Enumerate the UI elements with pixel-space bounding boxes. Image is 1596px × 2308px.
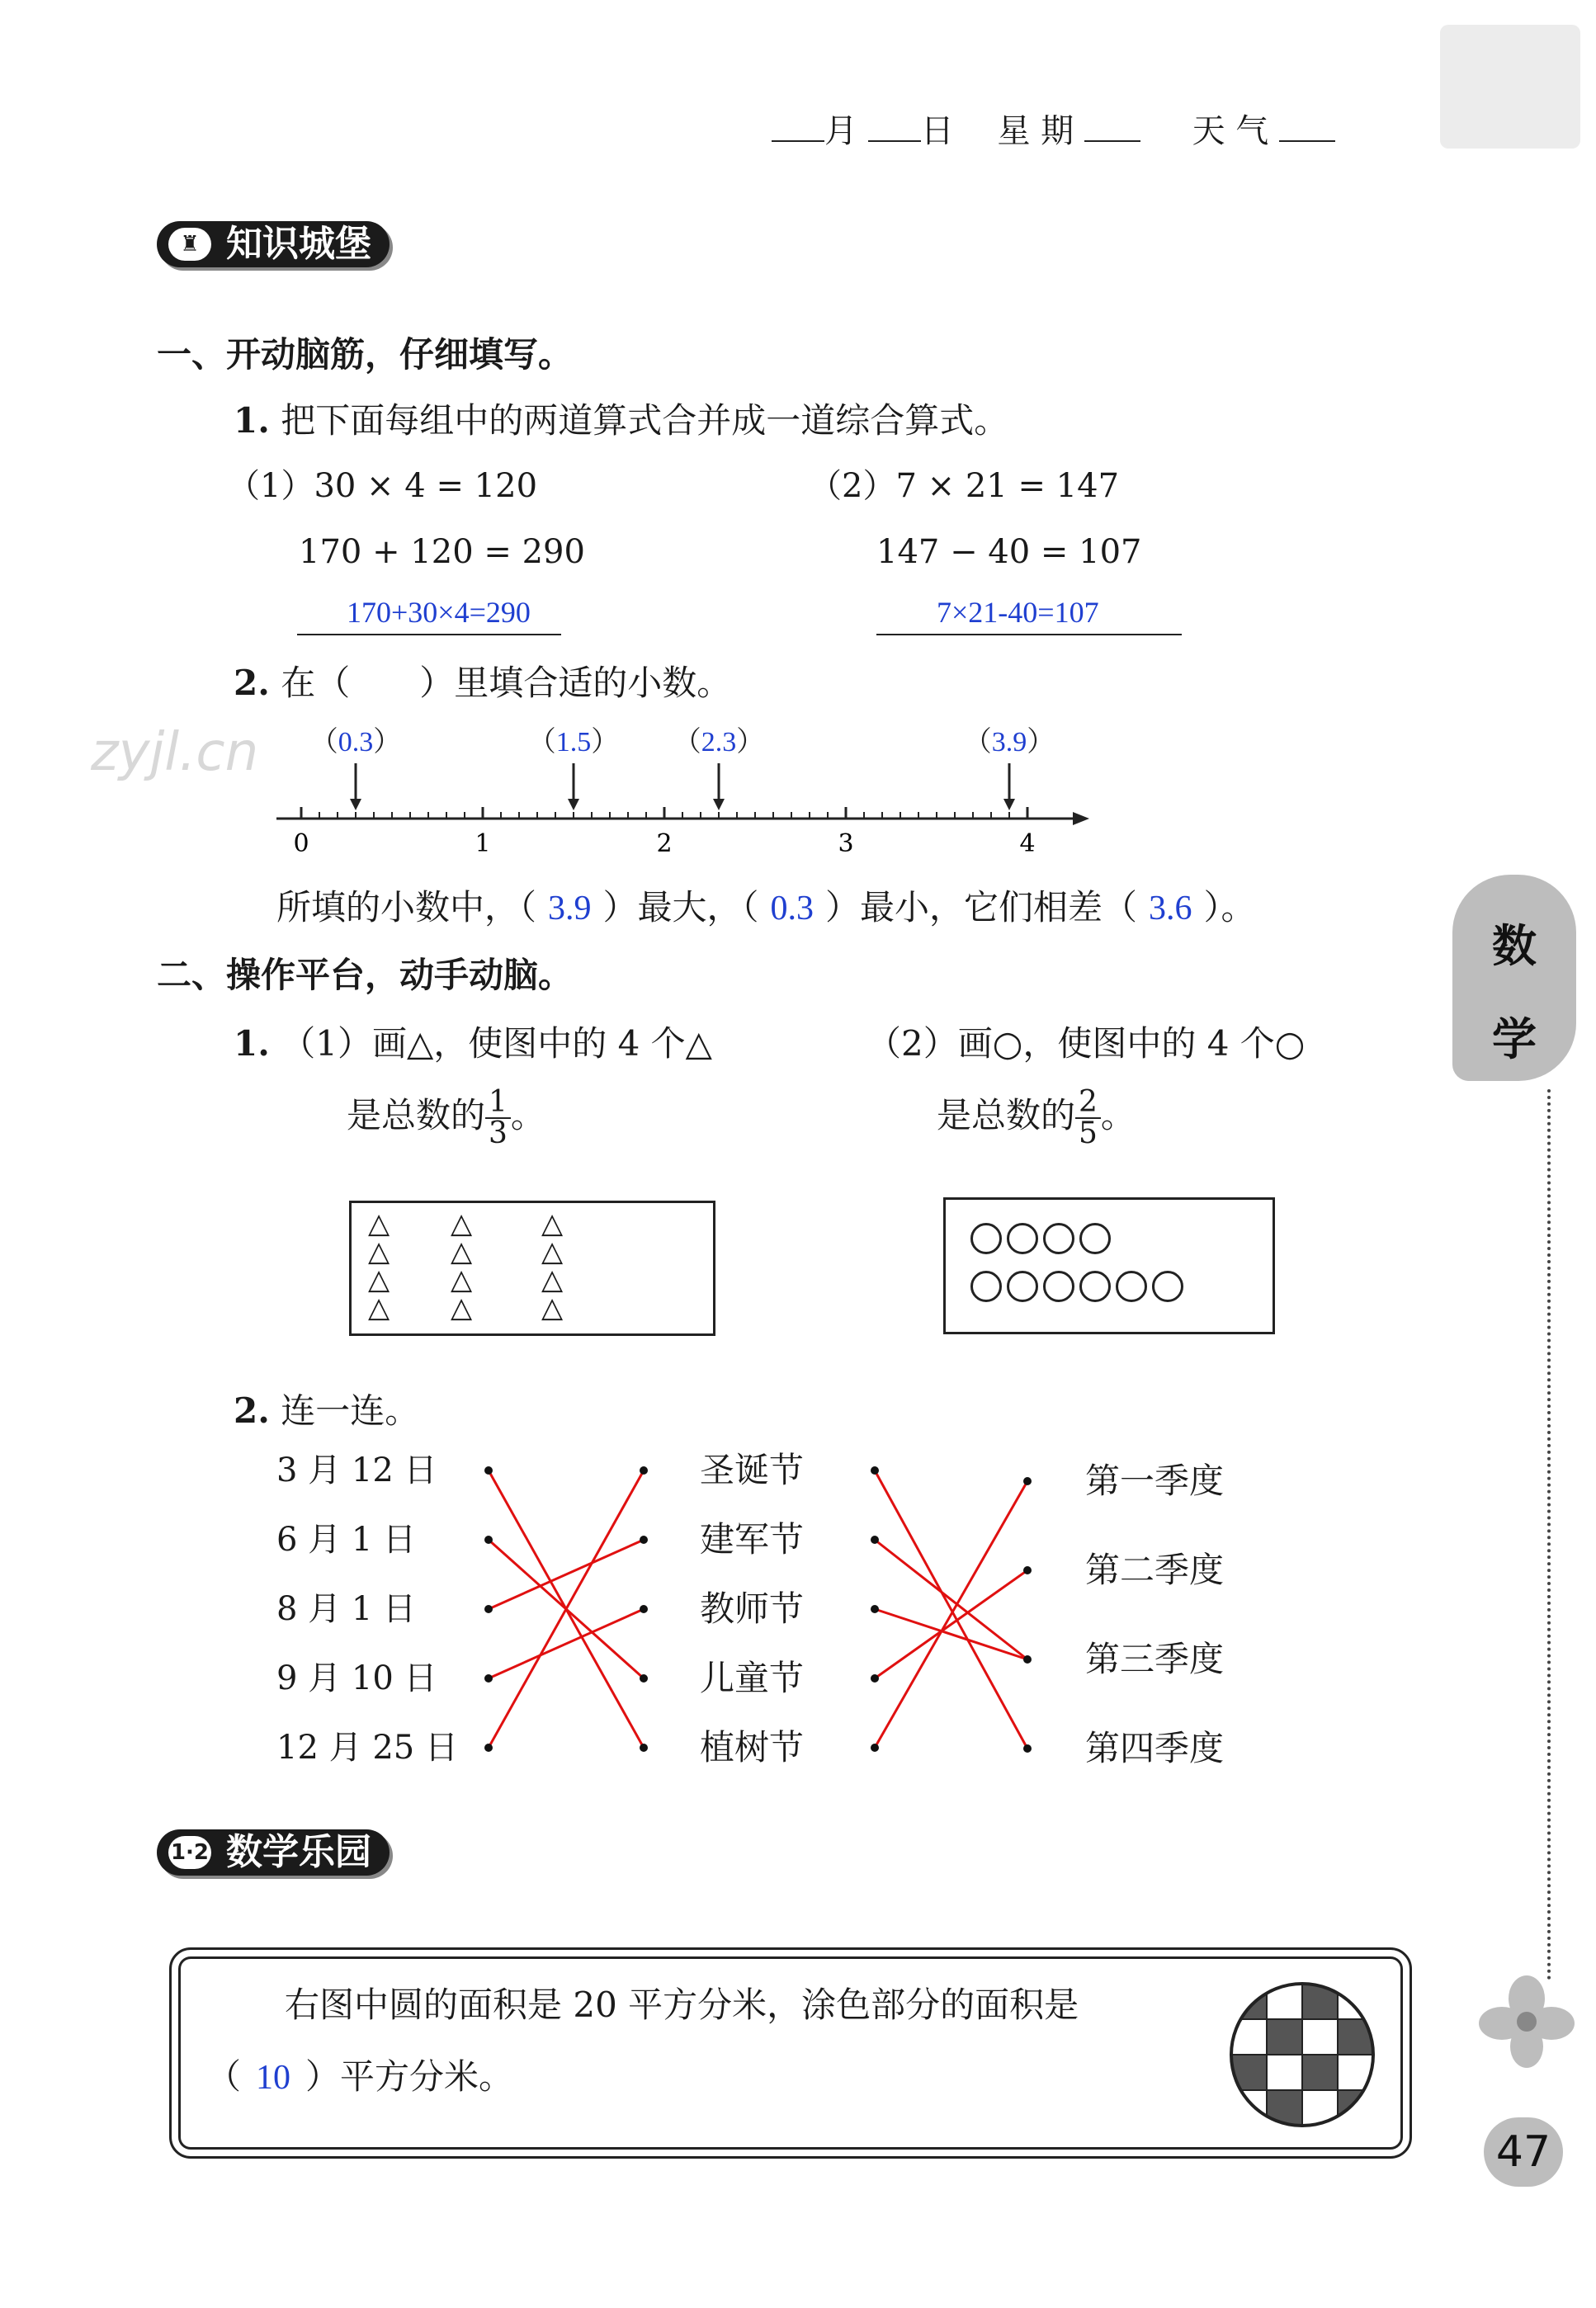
math-park-line2: （ 10 ）平方分米。	[206, 2056, 514, 2097]
op-q1-right-prompt2: 是总数的 $\frac{2}{5}$ 。	[937, 1085, 1136, 1150]
connect-dot[interactable]	[640, 1744, 648, 1752]
connect-dot[interactable]	[1023, 1744, 1032, 1753]
quarter-label: 第四季度	[1085, 1728, 1225, 1768]
q1-group1-line2: 170 + 120 = 290	[299, 533, 585, 571]
number-line-marker-label: （3.9）	[963, 727, 1055, 758]
triangle-icon: △	[541, 1207, 564, 1240]
side-dotted-line	[1547, 1089, 1551, 1980]
connect-dot[interactable]	[640, 1605, 648, 1613]
part1-title: 一、开动脑筋，仔细填写。	[157, 334, 574, 375]
checkered-circle-figure	[1228, 1980, 1376, 2129]
connect-line	[875, 1540, 1027, 1659]
calculator-icon: 1·2	[168, 1836, 211, 1869]
connect-dot[interactable]	[871, 1536, 879, 1544]
watermark: zyjl.cn	[91, 722, 259, 783]
math-park-line1: 右图中圆的面积是 20 平方分米，涂色部分的面积是	[285, 1985, 1079, 2025]
connect-dot[interactable]	[1023, 1477, 1032, 1485]
triangle-icon: △	[541, 1291, 564, 1324]
connect-dot[interactable]	[640, 1466, 648, 1475]
fraction-two-fifths: $\frac{2}{5}$	[1075, 1088, 1101, 1149]
connect-dot[interactable]	[1023, 1566, 1032, 1574]
op-q1-right-prompt: （2）画○，使图中的 4 个○	[866, 1023, 1306, 1064]
largest-answer: 3.9	[548, 890, 592, 927]
date-label: 9 月 10 日	[276, 1659, 437, 1697]
weather-label: 天 气	[1192, 112, 1269, 150]
connect-dot[interactable]	[640, 1536, 648, 1544]
connect-dot[interactable]	[1023, 1655, 1032, 1664]
side-strip	[1440, 25, 1580, 149]
number-line-marker-label: （2.3）	[673, 727, 765, 758]
connect-dot[interactable]	[871, 1466, 879, 1475]
subject-tab	[1452, 875, 1576, 1081]
triangle-icon: △	[451, 1291, 473, 1324]
connect-dot[interactable]	[484, 1605, 493, 1613]
triangle-icon: △	[368, 1291, 390, 1324]
quarter-label: 第二季度	[1085, 1550, 1225, 1590]
month-label: 月	[824, 112, 857, 150]
connect-dot[interactable]	[871, 1744, 879, 1752]
q1-group2-answer: 7×21-40=107	[937, 596, 1099, 629]
q2-summary: 所填的小数中，（ 3.9 ）最大，（ 0.3 ）最小，它们相差（ 3.6 ）。	[276, 887, 1256, 927]
q1-group1-line1: （1）30 × 4 = 120	[227, 467, 538, 505]
triangle-icon: △	[451, 1207, 473, 1240]
date-label: 6 月 1 日	[276, 1521, 417, 1559]
connect-line	[489, 1609, 644, 1678]
triangle-icon: △	[541, 1235, 564, 1268]
q1-group1-answer: 170+30×4=290	[347, 596, 531, 629]
page-number: 47	[1484, 2117, 1563, 2187]
connect-dot[interactable]	[484, 1536, 493, 1544]
connect-line	[489, 1540, 644, 1609]
subject-char-2: 学	[1492, 1013, 1537, 1065]
connect-dot[interactable]	[640, 1674, 648, 1683]
triangle-icon: △	[368, 1235, 390, 1268]
subject-char-1: 数	[1492, 920, 1537, 972]
difference-answer: 3.6	[1149, 890, 1192, 927]
number-line-marker-label: （0.3）	[309, 727, 402, 758]
triangle-icon: △	[451, 1263, 473, 1296]
festival-label: 儿童节	[700, 1658, 805, 1698]
op-q1-left-prompt2: 是总数的 $\frac{1}{3}$ 。	[347, 1085, 545, 1150]
q1-group2-line1: （2）7 × 21 = 147	[809, 467, 1120, 505]
connect-dot[interactable]	[484, 1744, 493, 1752]
quarter-label: 第三季度	[1085, 1639, 1225, 1679]
festival-label: 圣诞节	[700, 1450, 805, 1490]
flower-icon	[1477, 1972, 1576, 2071]
date-label: 3 月 12 日	[276, 1451, 437, 1489]
number-line-label: 1	[475, 829, 491, 858]
fraction-one-third: $\frac{1}{3}$	[485, 1088, 511, 1149]
number-line-label: 2	[656, 829, 673, 858]
festival-label: 教师节	[700, 1588, 805, 1629]
weekday-label: 星 期	[997, 112, 1074, 150]
section-banner-math-park: 1·2 数学乐园	[157, 1829, 390, 1876]
festival-label: 建军节	[700, 1519, 805, 1560]
number-line-label: 3	[838, 829, 854, 858]
part2-title: 二、操作平台，动手动脑。	[157, 955, 574, 995]
q2-prompt: 2. 在（ ）里填合适的小数。	[234, 663, 732, 703]
op-q1-left-prompt: 1. （1）画△，使图中的 4 个△	[234, 1023, 712, 1064]
triangle-icon: △	[451, 1235, 473, 1268]
section-banner-knowledge: ♜ 知识城堡	[157, 221, 390, 267]
number-line-marker-label: （1.5）	[527, 727, 620, 758]
q1-group2-line2: 147 − 40 = 107	[876, 533, 1142, 571]
number-line-label: 0	[293, 829, 309, 858]
math-park-box	[169, 1947, 1412, 2159]
connect-dot[interactable]	[871, 1674, 879, 1683]
quarter-label: 第一季度	[1085, 1461, 1225, 1501]
festival-label: 植树节	[700, 1727, 805, 1768]
triangle-icon: △	[368, 1263, 390, 1296]
connect-dot[interactable]	[871, 1605, 879, 1613]
castle-icon: ♜	[168, 228, 211, 261]
connect-line	[875, 1570, 1027, 1678]
area-answer: 10	[256, 2059, 291, 2097]
smallest-answer: 0.3	[770, 890, 815, 927]
date-label: 12 月 25 日	[276, 1729, 458, 1767]
connect-prompt: 2. 连一连。	[234, 1390, 420, 1431]
connect-dot[interactable]	[484, 1466, 493, 1475]
q1-prompt: 1. 把下面每组中的两道算式合并成一道综合算式。	[234, 400, 1009, 441]
triangle-icon: △	[541, 1263, 564, 1296]
day-label: 日	[920, 112, 954, 150]
date-label: 8 月 1 日	[276, 1590, 417, 1628]
triangle-icon: △	[368, 1207, 390, 1240]
number-line-label: 4	[1019, 829, 1036, 858]
connect-dot[interactable]	[484, 1674, 493, 1683]
